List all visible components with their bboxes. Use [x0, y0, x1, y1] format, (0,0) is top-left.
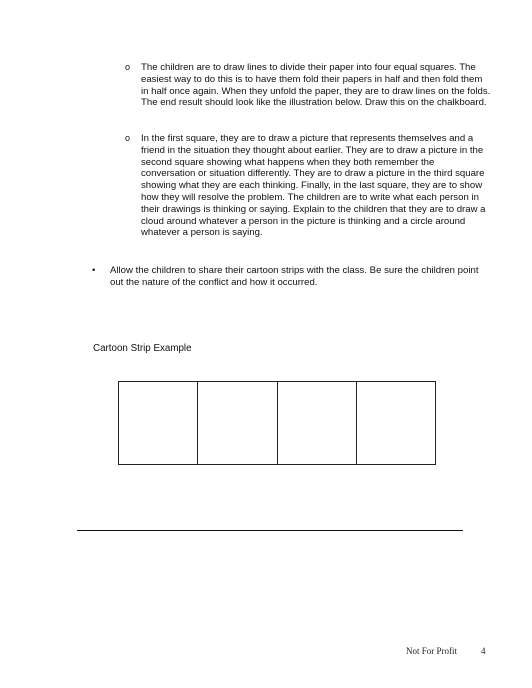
- sub-bullet-item: [125, 62, 491, 109]
- horizontal-rule: [77, 530, 463, 531]
- sub-bullet-marker: o: [125, 133, 131, 143]
- strip-panel-2: [198, 382, 277, 464]
- sub-bullet-text: In the first square, they are to draw a picture that represents themselves and a friend in the situation they thought about earlier. They are to draw a picture in the second square showing what happens when they both remember the conversation or situation differently. They are to draw a picture in the third square showing what they are each thinking. Finally, in the last square, they are to show how they will resolve the problem. The children are to write what each person in their drawings is thinking or saying. Explain to the children that they are to draw a cloud around whatever a person in the picture is thinking and a circle around whatever a person is saying.: [141, 133, 486, 239]
- strip-panel-1: [119, 382, 198, 464]
- main-bullet-item: [92, 265, 494, 289]
- main-bullet-marker: •: [92, 265, 96, 276]
- footer-page-number: 4: [481, 646, 486, 656]
- cartoon-strip-caption: Cartoon Strip Example: [93, 343, 192, 354]
- strip-panel-3: [278, 382, 357, 464]
- footer-label: Not For Profit: [406, 646, 458, 656]
- sub-bullet-marker: o: [125, 62, 131, 72]
- main-bullet-text: Allow the children to share their cartoon strips with the class. Be sure the children point out the nature of the conflict and how it occurred.: [110, 265, 479, 288]
- sub-bullet-item: [125, 133, 491, 239]
- strip-panel-4: [357, 382, 435, 464]
- cartoon-strip-diagram: [118, 381, 436, 465]
- sub-bullet-text: The children are to draw lines to divide their paper into four equal squares. The easiest way to do this is to have them fold their papers in half and then fold them in half once again. When they unfold the paper, they are to draw lines on the folds. The end result should look like the illustration below. Draw this on the chalkboard.: [141, 62, 491, 109]
